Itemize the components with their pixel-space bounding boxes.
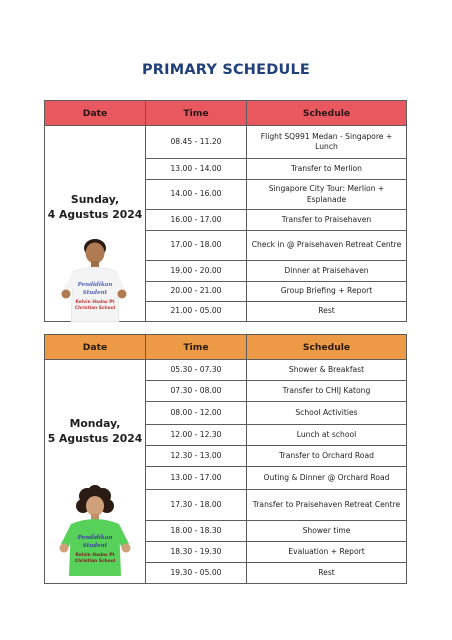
day-date: 5 Agustus 2024: [47, 432, 143, 445]
activity-cell: Dinner at Praisehaven: [247, 261, 407, 282]
time-cell: 12.00 - 12.30: [146, 425, 247, 446]
activity-cell: Check in @ Praisehaven Retreat Centre: [247, 231, 407, 261]
shirt-text-line: Pendidikan: [77, 282, 113, 288]
activity-cell: Rest: [247, 563, 407, 584]
page-title: PRIMARY SCHEDULE: [141, 62, 311, 78]
student-photo: [59, 234, 131, 324]
time-cell: 19.00 - 20.00: [146, 261, 247, 282]
time-cell: 16.00 - 17.00: [146, 210, 247, 231]
time-cell: 21.00 - 05.00: [146, 302, 247, 322]
shirt-text-line: Christian School: [74, 306, 116, 311]
day-name: Monday,: [69, 417, 121, 430]
activity-cell: Group Briefing + Report: [247, 282, 407, 302]
time-cell: 13.00 - 17.00: [146, 467, 247, 490]
shirt-text-line: Kelvin Hadas Pt: [75, 553, 115, 558]
activity-cell: Shower time: [247, 521, 407, 542]
student-photo-graphic: [59, 484, 131, 578]
activity-cell: Flight SQ991 Medan - Singapore + Lunch: [247, 126, 407, 159]
time-cell: 14.00 - 16.00: [146, 180, 247, 210]
activity-cell: Singapore City Tour: Merlion + Esplanade: [247, 180, 407, 210]
activity-cell: Evaluation + Report: [247, 542, 407, 563]
time-cell: 05.30 - 07.30: [146, 360, 247, 381]
sunday-schedule-table: [44, 100, 407, 322]
time-cell: 18.30 - 19.30: [146, 542, 247, 563]
day-date: 4 Agustus 2024: [47, 208, 143, 221]
day-name: Sunday,: [70, 193, 120, 206]
table-row: [45, 360, 407, 381]
activity-cell: Transfer to Praisehaven Retreat Centre: [247, 490, 407, 521]
date-column-header: Date: [45, 101, 146, 126]
time-cell: 07.30 - 08.00: [146, 381, 247, 402]
shirt-text-line: Kelvin Hadas Pt: [75, 300, 115, 305]
table-row: [45, 126, 407, 159]
shirt-text-line: Student: [82, 290, 108, 296]
time-column-header: Time: [146, 335, 247, 360]
time-column-header: Time: [146, 101, 247, 126]
time-cell: 20.00 - 21.00: [146, 282, 247, 302]
activity-cell: Rest: [247, 302, 407, 322]
activity-cell: Transfer to Praisehaven: [247, 210, 407, 231]
shirt-text-line: Student: [82, 543, 108, 549]
activity-cell: Lunch at school: [247, 425, 407, 446]
shirt-text-line: Christian School: [74, 559, 116, 564]
activity-cell: Shower & Breakfast: [247, 360, 407, 381]
table-header-row: [45, 335, 407, 360]
student-photo-graphic: [59, 234, 131, 324]
time-cell: 12.30 - 13.00: [146, 446, 247, 467]
activity-cell: School Activities: [247, 402, 407, 425]
date-cell: [45, 126, 146, 322]
time-cell: 08.45 - 11.20: [146, 126, 247, 159]
activity-cell: Transfer to Merlion: [247, 159, 407, 180]
schedule-column-header: Schedule: [247, 101, 407, 126]
student-photo: [59, 484, 131, 578]
activity-cell: Transfer to Orchard Road: [247, 446, 407, 467]
time-cell: 17.00 - 18.00: [146, 231, 247, 261]
time-cell: 13.00 - 14.00: [146, 159, 247, 180]
date-cell: [45, 360, 146, 584]
monday-schedule-table: [44, 334, 407, 584]
table-header-row: [45, 101, 407, 126]
time-cell: 08.00 - 12.00: [146, 402, 247, 425]
time-cell: 17.30 - 18.00: [146, 490, 247, 521]
schedule-column-header: Schedule: [247, 335, 407, 360]
activity-cell: Transfer to CHIJ Katong: [247, 381, 407, 402]
date-column-header: Date: [45, 335, 146, 360]
time-cell: 19.30 - 05.00: [146, 563, 247, 584]
activity-cell: Outing & Dinner @ Orchard Road: [247, 467, 407, 490]
shirt-text-line: Pendidikan: [77, 535, 113, 541]
time-cell: 18.00 - 18.30: [146, 521, 247, 542]
